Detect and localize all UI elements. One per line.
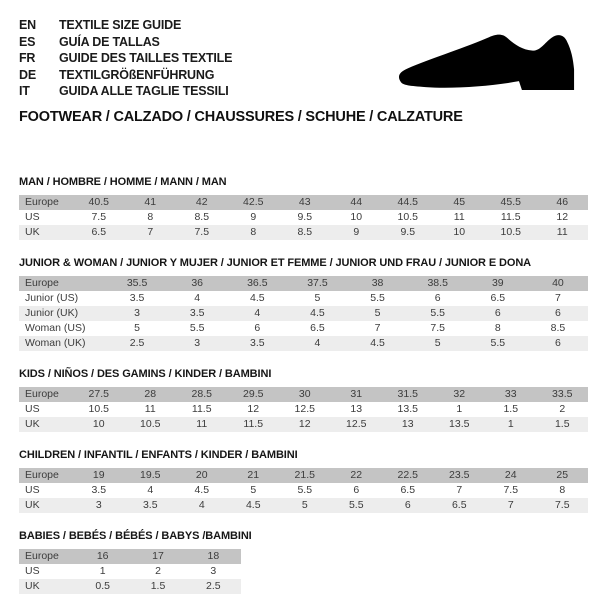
size-cell: 6 bbox=[353, 483, 360, 496]
size-cell: 10 bbox=[453, 225, 466, 238]
size-cell: 28.5 bbox=[191, 387, 212, 400]
size-cell: 2 bbox=[559, 402, 566, 415]
size-cell: 9 bbox=[353, 225, 360, 238]
size-cell: 42.5 bbox=[243, 195, 264, 208]
language-row bbox=[19, 50, 232, 67]
size-cell: 11.5 bbox=[191, 402, 212, 415]
size-cell: 33.5 bbox=[552, 387, 573, 400]
size-cell: 3.5 bbox=[142, 498, 158, 511]
size-cell: 8 bbox=[494, 321, 501, 334]
size-cell: 1 bbox=[99, 564, 106, 577]
size-cell: 6 bbox=[555, 306, 561, 319]
size-cell: 7.5 bbox=[554, 498, 570, 511]
size-cell: 8 bbox=[147, 210, 154, 223]
size-cell: 36 bbox=[191, 276, 204, 289]
size-cell: 7.5 bbox=[91, 210, 107, 223]
size-cell: 27.5 bbox=[88, 387, 109, 400]
row-label: US bbox=[25, 483, 40, 496]
size-cell: 11.5 bbox=[500, 210, 521, 223]
size-cell: 3 bbox=[194, 336, 201, 349]
size-cell: 7 bbox=[507, 498, 514, 511]
size-table bbox=[19, 195, 588, 240]
size-cell: 8 bbox=[559, 483, 566, 496]
size-cell: 45.5 bbox=[500, 195, 521, 208]
size-cell: 7.5 bbox=[194, 225, 210, 238]
size-cell: 11 bbox=[556, 225, 568, 238]
table-row bbox=[19, 321, 588, 336]
size-cell: 40 bbox=[552, 276, 564, 289]
size-cell: 24 bbox=[504, 468, 517, 481]
size-cell: 10.5 bbox=[397, 210, 418, 223]
size-cell: 37.5 bbox=[307, 276, 328, 289]
size-cell: 5.5 bbox=[430, 306, 445, 319]
size-cell: 5 bbox=[134, 321, 140, 334]
table-row bbox=[19, 336, 588, 351]
size-cell: 13 bbox=[401, 417, 414, 430]
table-row bbox=[19, 306, 588, 321]
size-cell: 13.5 bbox=[397, 402, 418, 415]
language-row bbox=[19, 17, 232, 34]
size-cell: 3 bbox=[95, 498, 102, 511]
size-cell: 35.5 bbox=[126, 276, 148, 289]
size-cell: 43 bbox=[298, 195, 311, 208]
table-row bbox=[19, 564, 241, 579]
table-row bbox=[19, 210, 588, 225]
size-table-section bbox=[19, 530, 588, 594]
size-cell: 21.5 bbox=[294, 468, 315, 481]
language-row bbox=[19, 34, 232, 51]
size-cell: 4 bbox=[194, 291, 201, 304]
size-tables bbox=[19, 176, 588, 594]
table-row bbox=[19, 291, 588, 306]
size-cell: 41 bbox=[144, 195, 157, 208]
row-label: US bbox=[25, 402, 40, 415]
size-cell: 18 bbox=[207, 549, 220, 562]
size-cell: 6.5 bbox=[490, 291, 506, 304]
size-cell: 7 bbox=[374, 321, 381, 334]
size-cell: 9.5 bbox=[297, 210, 313, 223]
language-label: TEXTILGRÖßENFÜHRUNG bbox=[59, 67, 215, 82]
table-row bbox=[19, 498, 588, 513]
size-cell: 13.5 bbox=[449, 417, 470, 430]
size-cell: 31 bbox=[350, 387, 363, 400]
size-cell: 45 bbox=[453, 195, 466, 208]
category-title: FOOTWEAR / CALZADO / CHAUSSURES / SCHUHE / CALZATURE bbox=[19, 108, 463, 125]
size-cell: 29.5 bbox=[243, 387, 264, 400]
language-code: EN bbox=[19, 18, 36, 32]
row-label: Europe bbox=[25, 468, 59, 481]
size-cell: 25 bbox=[556, 468, 569, 481]
size-cell: 8.5 bbox=[297, 225, 313, 238]
size-cell: 0.5 bbox=[95, 579, 110, 592]
table-row bbox=[19, 195, 588, 210]
size-cell: 7 bbox=[555, 291, 561, 304]
size-cell: 12 bbox=[556, 210, 569, 223]
size-cell: 5 bbox=[250, 483, 257, 496]
size-cell: 3 bbox=[134, 306, 140, 319]
size-cell: 6 bbox=[404, 498, 411, 511]
size-cell: 22 bbox=[350, 468, 363, 481]
row-label: Europe bbox=[25, 276, 59, 289]
size-cell: 5.5 bbox=[348, 498, 364, 511]
size-cell: 9 bbox=[250, 210, 257, 223]
size-cell: 6 bbox=[555, 336, 561, 349]
row-label: Woman (UK) bbox=[25, 336, 86, 349]
size-cell: 6 bbox=[254, 321, 261, 334]
language-row bbox=[19, 83, 232, 100]
size-cell: 12.5 bbox=[294, 402, 315, 415]
language-label: GUIDA ALLE TAGLIE TESSILI bbox=[59, 84, 229, 98]
size-cell: 6.5 bbox=[400, 483, 416, 496]
size-cell: 7.5 bbox=[430, 321, 445, 334]
size-cell: 5 bbox=[314, 291, 321, 304]
size-cell: 10 bbox=[92, 417, 105, 430]
row-label: UK bbox=[25, 417, 40, 430]
language-label: GUIDE DES TAILLES TEXTILE bbox=[59, 51, 233, 65]
size-cell: 4.5 bbox=[310, 306, 325, 319]
size-cell: 44.5 bbox=[397, 195, 418, 208]
size-cell: 5 bbox=[434, 336, 441, 349]
size-cell: 31.5 bbox=[397, 387, 418, 400]
size-cell: 5.5 bbox=[490, 336, 506, 349]
size-cell: 42 bbox=[195, 195, 208, 208]
size-cell: 4 bbox=[198, 498, 205, 511]
language-code: FR bbox=[19, 51, 36, 65]
size-cell: 32 bbox=[453, 387, 466, 400]
table-row bbox=[19, 276, 588, 291]
size-cell: 5 bbox=[301, 498, 308, 511]
row-label: Junior (UK) bbox=[25, 306, 79, 319]
size-table bbox=[19, 387, 588, 432]
row-label: UK bbox=[25, 579, 40, 592]
language-label: TEXTILE SIZE GUIDE bbox=[59, 18, 182, 32]
table-row bbox=[19, 225, 588, 240]
size-cell: 4.5 bbox=[245, 498, 261, 511]
size-cell: 1.5 bbox=[554, 417, 570, 430]
language-list bbox=[19, 12, 232, 100]
row-label: Europe bbox=[25, 195, 59, 208]
dress-shoe-icon bbox=[396, 26, 578, 98]
size-cell: 5.5 bbox=[297, 483, 313, 496]
language-code: DE bbox=[19, 67, 36, 82]
size-cell: 6 bbox=[494, 306, 501, 319]
size-cell: 4 bbox=[147, 483, 154, 496]
table-row bbox=[19, 402, 588, 417]
size-cell: 7 bbox=[456, 483, 463, 496]
table-row bbox=[19, 483, 588, 498]
size-cell: 2 bbox=[155, 564, 161, 577]
row-label: UK bbox=[25, 225, 40, 238]
size-cell: 3.5 bbox=[91, 483, 107, 496]
size-cell: 46 bbox=[556, 195, 569, 208]
row-label: Woman (US) bbox=[25, 321, 86, 334]
size-cell: 3 bbox=[210, 564, 217, 577]
size-cell: 4.5 bbox=[370, 336, 385, 349]
size-cell: 1 bbox=[456, 402, 463, 415]
size-table bbox=[19, 276, 588, 351]
row-label: UK bbox=[25, 498, 40, 511]
size-cell: 11 bbox=[144, 402, 156, 415]
size-cell: 1.5 bbox=[150, 579, 166, 592]
size-table bbox=[19, 468, 588, 513]
size-cell: 11.5 bbox=[243, 417, 264, 430]
size-cell: 4 bbox=[314, 336, 321, 349]
row-label: US bbox=[25, 210, 40, 223]
size-cell: 4 bbox=[254, 306, 261, 319]
section-title: KIDS / NIÑOS / DES GAMINS / KINDER / BAMBINI bbox=[19, 367, 272, 380]
size-cell: 6 bbox=[434, 291, 441, 304]
size-cell: 19.5 bbox=[140, 468, 161, 481]
size-cell: 16 bbox=[96, 549, 109, 562]
size-cell: 21 bbox=[247, 468, 260, 481]
size-cell: 1.5 bbox=[503, 402, 519, 415]
section-title: JUNIOR & WOMAN / JUNIOR Y MUJER / JUNIOR ET FEMME / JUNIOR UND FRAU / JUNIOR E DONA bbox=[19, 256, 532, 269]
size-cell: 7 bbox=[147, 225, 154, 238]
size-cell: 19 bbox=[92, 468, 105, 481]
size-cell: 13 bbox=[350, 402, 363, 415]
size-table-section bbox=[19, 257, 588, 351]
size-cell: 6.5 bbox=[91, 225, 107, 238]
table-row bbox=[19, 387, 588, 402]
size-cell: 8 bbox=[250, 225, 257, 238]
section-title: BABIES / BEBÉS / BÉBÉS / BABYS /BAMBINI bbox=[19, 529, 252, 542]
size-cell: 7.5 bbox=[503, 483, 519, 496]
page-header bbox=[19, 12, 588, 100]
language-code: ES bbox=[19, 34, 36, 49]
size-cell: 3.5 bbox=[189, 306, 205, 319]
size-table-section bbox=[19, 449, 588, 513]
size-cell: 38.5 bbox=[427, 276, 448, 289]
size-cell: 39 bbox=[491, 276, 504, 289]
row-label: Europe bbox=[25, 387, 59, 400]
size-cell: 4.5 bbox=[194, 483, 210, 496]
size-cell: 6.5 bbox=[310, 321, 325, 334]
size-cell: 2.5 bbox=[206, 579, 221, 592]
size-cell: 28 bbox=[144, 387, 157, 400]
size-cell: 12 bbox=[298, 417, 311, 430]
table-row bbox=[19, 468, 588, 483]
size-cell: 20 bbox=[195, 468, 208, 481]
size-cell: 36.5 bbox=[247, 276, 268, 289]
size-cell: 38 bbox=[371, 276, 384, 289]
size-cell: 9.5 bbox=[400, 225, 416, 238]
size-table-section bbox=[19, 176, 588, 240]
size-cell: 44 bbox=[350, 195, 363, 208]
size-cell: 2.5 bbox=[129, 336, 145, 349]
size-cell: 10.5 bbox=[88, 402, 109, 415]
size-cell: 10 bbox=[350, 210, 363, 223]
size-cell: 11 bbox=[196, 417, 208, 430]
size-cell: 33 bbox=[504, 387, 517, 400]
size-cell: 5.5 bbox=[189, 321, 205, 334]
language-code: IT bbox=[19, 84, 30, 98]
size-cell: 11 bbox=[453, 210, 465, 223]
language-row bbox=[19, 67, 232, 84]
size-cell: 8.5 bbox=[194, 210, 210, 223]
size-cell: 4.5 bbox=[250, 291, 265, 304]
size-table bbox=[19, 549, 241, 594]
row-label: US bbox=[25, 564, 40, 577]
section-title: MAN / HOMBRE / HOMME / MANN / MAN bbox=[19, 175, 227, 188]
row-label: Europe bbox=[25, 549, 59, 562]
size-cell: 22.5 bbox=[397, 468, 418, 481]
section-title: CHILDREN / INFANTIL / ENFANTS / KINDER / BAMBINI bbox=[19, 448, 298, 461]
size-cell: 10.5 bbox=[500, 225, 521, 238]
size-table-section bbox=[19, 368, 588, 432]
size-cell: 5.5 bbox=[370, 291, 385, 304]
size-cell: 5 bbox=[374, 306, 381, 319]
table-row bbox=[19, 579, 241, 594]
size-cell: 12.5 bbox=[346, 417, 367, 430]
language-label: GUÍA DE TALLAS bbox=[59, 34, 160, 49]
size-cell: 12 bbox=[247, 402, 260, 415]
table-row bbox=[19, 549, 241, 564]
size-cell: 8.5 bbox=[550, 321, 566, 334]
size-cell: 3.5 bbox=[129, 291, 145, 304]
table-row bbox=[19, 417, 588, 432]
size-cell: 17 bbox=[152, 549, 164, 562]
size-cell: 40.5 bbox=[88, 195, 109, 208]
size-cell: 1 bbox=[507, 417, 514, 430]
size-cell: 3.5 bbox=[250, 336, 265, 349]
size-cell: 30 bbox=[298, 387, 311, 400]
size-cell: 6.5 bbox=[451, 498, 467, 511]
row-label: Junior (US) bbox=[25, 291, 79, 304]
size-cell: 10.5 bbox=[140, 417, 161, 430]
size-cell: 23.5 bbox=[449, 468, 470, 481]
